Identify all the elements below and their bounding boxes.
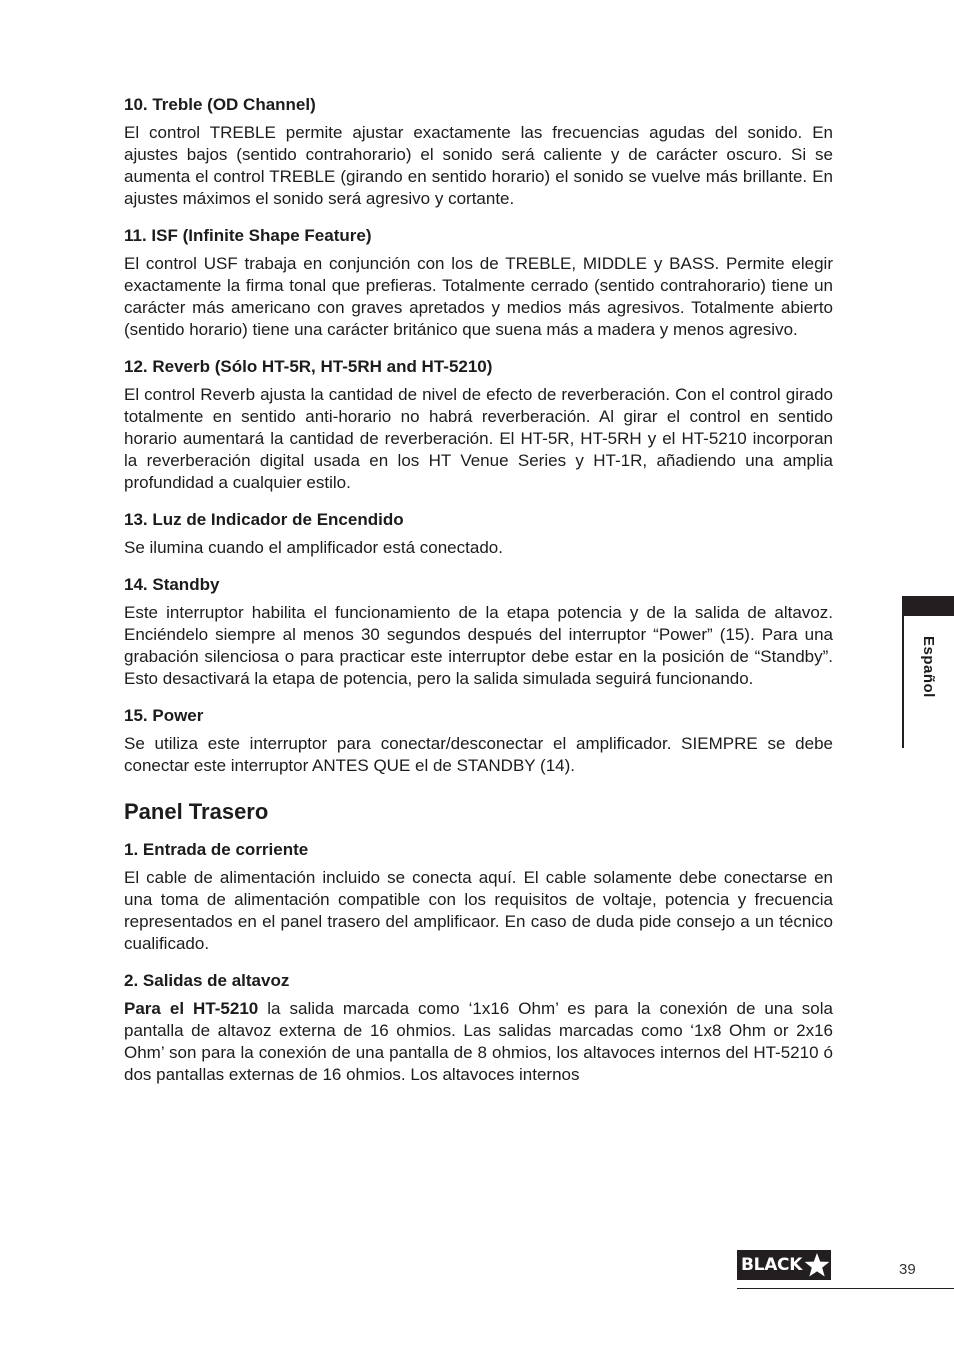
section-body: Se utiliza este interruptor para conectar/desconectar el amplificador. SIEMPRE se debe conectar este interruptor ANTES QUE el de STANDBY (14). (124, 734, 833, 775)
footer-rule (737, 1288, 954, 1289)
section-isf (124, 225, 833, 341)
section-title: 2. Salidas de altavoz (124, 971, 290, 990)
section-body: El control Reverb ajusta la cantidad de nivel de efecto de reverberación. Con el control girado totalmente en sentido anti-horario no habrá reverberación. Al girar el control en sentido horario aumentará la cantidad de reverberación. El HT-5R, HT-5RH y el HT-5210 incorporan la reverberación digital usada en los HT Venue Series y HT-1R, añadiendo una amplia profundidad a cualquier estilo. (124, 385, 833, 492)
section-title: 15. Power (124, 706, 204, 725)
page-content (124, 94, 833, 1101)
tab-marker (902, 596, 954, 616)
section-speaker-outputs (124, 970, 833, 1086)
section-treble (124, 94, 833, 210)
section-title: 1. Entrada de corriente (124, 840, 309, 859)
section-body: Se ilumina cuando el amplificador está conectado. (124, 538, 503, 557)
section-body: El control TREBLE permite ajustar exactamente las frecuencias agudas del sonido. En ajustes bajos (sentido contrahorario) el sonido será caliente y de carácter oscuro. Si se aumenta el control TREBLE (girando en sentido horario) el sonido se vuelve más brillante. En ajustes máximos el sonido será agresivo y cortante. (124, 123, 833, 208)
section-body (124, 998, 833, 1086)
star-icon (804, 1252, 830, 1278)
section-title: 13. Luz de Indicador de Encendido (124, 510, 404, 529)
section-title: 14. Standby (124, 575, 220, 594)
tab-rule (902, 616, 904, 748)
language-tab (902, 596, 954, 748)
section-title: 12. Reverb (Sólo HT-5R, HT-5RH and HT-5210) (124, 357, 493, 376)
section-title: 10. Treble (OD Channel) (124, 95, 316, 114)
section-power-input (124, 839, 833, 955)
language-label: Español (920, 636, 937, 698)
section-body: El cable de alimentación incluido se conecta aquí. El cable solamente debe conectarse en una toma de alimentación compatible con los requisitos de voltaje, potencia y frecuencia representados en el panel trasero del amplificaor. En caso de duda pide consejo a un técnico cualificado. (124, 868, 833, 953)
page-number: 39 (899, 1261, 916, 1278)
section-body: El control USF trabaja en conjunción con los de TREBLE, MIDDLE y BASS. Permite elegir exactamente la firma tonal que prefieras. Totalmente cerrado (sentido contrahorario) tiene un carácter más americano con graves apretados y medios más agresivos. Totalmente abierto (sentido horario) tiene una carácter británico que suena más a madera y menos agresivo. (124, 254, 833, 339)
section-body-bold: Para el HT-5210 (124, 999, 259, 1018)
section-body-text: la salida marcada como ‘1x16 Ohm’ es para la conexión de una sola pantalla de altavoz externa de 16 ohmios. Las salidas marcadas como ‘1x8 Ohm or 2x16 Ohm’ son para la conexión de una pantalla de 8 ohmios, los altavoces internos del HT-5210 ó dos pantallas externas de 16 ohmios. Los altavoces internos (124, 999, 833, 1084)
section-title: 11. ISF (Infinite Shape Feature) (124, 226, 372, 245)
section-power-indicator (124, 509, 833, 559)
section-standby (124, 574, 833, 690)
section-reverb (124, 356, 833, 494)
section-body: Este interruptor habilita el funcionamiento de la etapa potencia y de la salida de altavoz. Enciéndelo siempre al menos 30 segundos después del interruptor “Power” (15). Para una grabación silenciosa o para practicar este interruptor debe estar en la posición de “Standby”. Esto desactivará la etapa de potencia, pero la salida simulada seguirá funcionando. (124, 603, 833, 688)
brand-logo (737, 1250, 831, 1280)
logo-text: BLACK (741, 1255, 803, 1275)
section-power (124, 705, 833, 777)
panel-heading: Panel Trasero (124, 799, 269, 824)
